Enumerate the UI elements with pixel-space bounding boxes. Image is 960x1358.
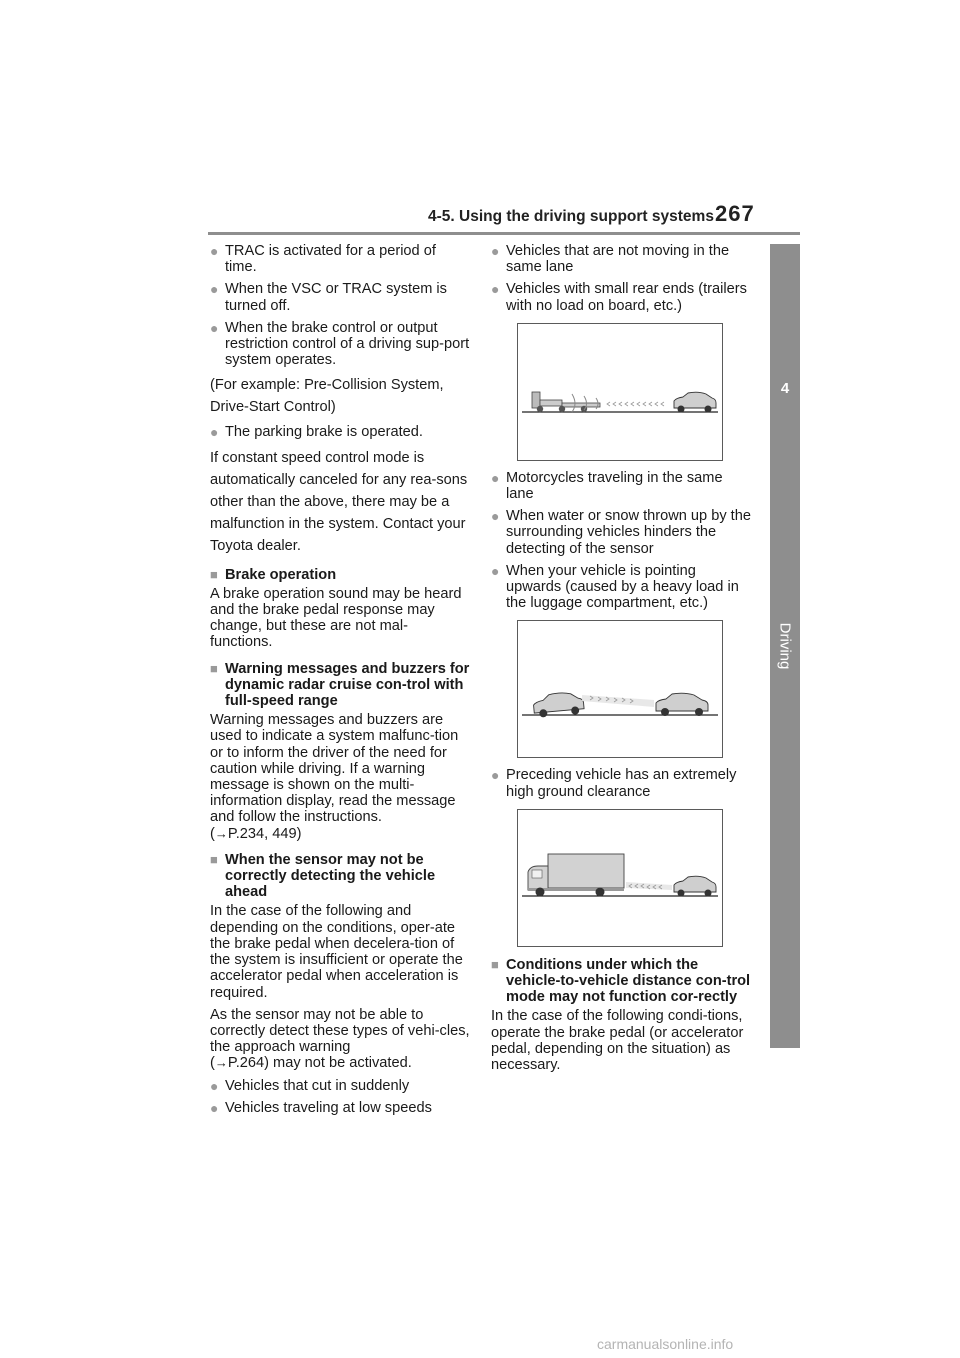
watermark[interactable]: carmanualsonline.info bbox=[597, 1336, 734, 1352]
cancel-note: If constant speed control mode is automatically canceled for any rea-sons other than the above, there may be a malfunction in the system. Contact your Toyota dealer. bbox=[210, 449, 468, 554]
warning-messages-body bbox=[210, 712, 470, 842]
tilted-car-following-car-icon bbox=[518, 621, 722, 757]
warning-ref-open: ( bbox=[210, 825, 215, 842]
brake-operation-body: A brake operation sound may be heard and the brake pedal response may change, but these are not mal-functions. bbox=[210, 585, 462, 651]
vehicle-pointing-up-illustration bbox=[517, 620, 723, 758]
chapter-number: 4 bbox=[780, 380, 790, 397]
bullet-not-moving: ● Vehicles that are not moving in the same lane bbox=[491, 243, 751, 275]
approach-body-text: As the sensor may not be able to correctly detect these types of vehi-cles, the approach warning bbox=[210, 1006, 470, 1056]
page-header bbox=[0, 0, 960, 240]
bullet-brake-control: ● When the brake control or output restriction control of a driving sup-port system operates. bbox=[210, 320, 470, 369]
page-number: 267 bbox=[715, 201, 755, 226]
warning-body-text: Warning messages and buzzers are used to indicate a system malfunc-tion or to inform the driver of the need for caution while driving. If a warning message is shown on the multi-information display, read the message and follow the instructions. bbox=[210, 712, 459, 826]
sensor-detection-body: In the case of the following and depending on the conditions, oper-ate the brake pedal when decelera-tion of the system is insufficient or operate the accelerator pedal when acceleration is required. bbox=[210, 903, 463, 1001]
bullet-motorcycles: ● Motorcycles traveling in the same lane bbox=[491, 470, 751, 502]
truck-and-car-icon bbox=[518, 810, 722, 946]
warning-page-ref[interactable]: P.234, 449) bbox=[227, 825, 302, 842]
brake-operation-heading: ■ Brake operation bbox=[210, 567, 470, 583]
page-ref-arrow-icon: → bbox=[214, 825, 228, 841]
bullet-parking-brake: ● The parking brake is operated. bbox=[210, 424, 470, 440]
high-clearance-truck-illustration bbox=[517, 809, 723, 947]
distance-control-body: In the case of the following condi-tions, operate the brake pedal (or accelerator pedal, depending on the situation) as necessary. bbox=[491, 1008, 744, 1074]
section-title: 4-5. Using the driving support systems bbox=[428, 208, 714, 225]
bullet-low-speed: ● Vehicles traveling at low speeds bbox=[210, 1100, 470, 1116]
trailer-illustration bbox=[517, 323, 723, 461]
bullet-vsc-trac-off: ● When the VSC or TRAC system is turned off. bbox=[210, 281, 470, 313]
bullet-water-snow: ● When water or snow thrown up by the surrounding vehicles hinders the detecting of the sensor bbox=[491, 508, 751, 557]
distance-control-heading: ■ Conditions under which the vehicle-to-vehicle distance con-trol mode may not function cor-rectly bbox=[491, 957, 751, 1006]
example-note: (For example: Pre-Collision System, Drive-Start Control) bbox=[210, 377, 444, 416]
header-divider bbox=[208, 232, 800, 235]
page-ref-arrow-icon: → bbox=[214, 1055, 228, 1071]
bullet-trac-activated: ● TRAC is activated for a period of time. bbox=[210, 243, 470, 275]
warning-messages-heading: ■ Warning messages and buzzers for dynamic radar cruise con-trol with full-speed range bbox=[210, 661, 470, 710]
bullet-cut-in: ● Vehicles that cut in suddenly bbox=[210, 1078, 470, 1094]
bullet-high-clearance: ● Preceding vehicle has an extremely high ground clearance bbox=[491, 767, 751, 799]
chapter-label-wrap bbox=[770, 616, 800, 676]
right-column bbox=[491, 243, 751, 1079]
sensor-detection-heading: ■ When the sensor may not be correctly detecting the vehicle ahead bbox=[210, 852, 470, 901]
bullet-pointing-upwards: ● When your vehicle is pointing upwards (caused by a heavy load in the luggage compartment, etc.) bbox=[491, 563, 751, 612]
left-column bbox=[210, 243, 470, 1122]
approach-warning-note bbox=[210, 1007, 470, 1072]
approach-ref-open: ( bbox=[210, 1055, 215, 1072]
bullet-small-rear-ends: ● Vehicles with small rear ends (trailers with no load on board, etc.) bbox=[491, 281, 751, 313]
chapter-label: Driving bbox=[776, 622, 794, 670]
approach-page-ref[interactable]: P.264) may not be activated. bbox=[227, 1055, 412, 1072]
trailer-and-car-icon bbox=[518, 324, 722, 460]
